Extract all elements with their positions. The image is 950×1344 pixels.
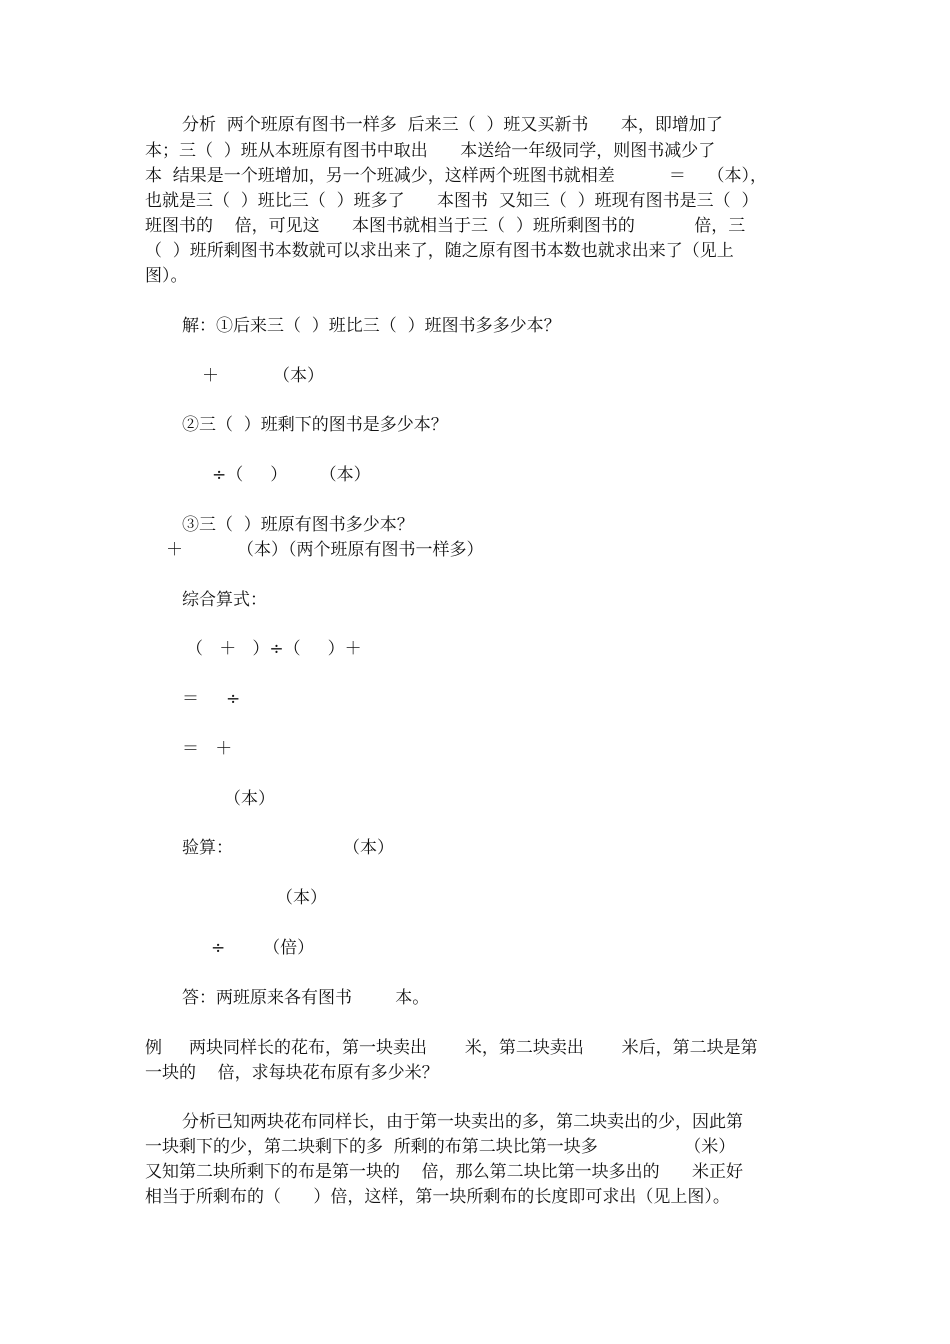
verify-title: 验算： <box>182 838 233 858</box>
solution-step2-formula: ÷（ ） （本） <box>212 465 371 485</box>
solution-step1-formula: ＋ （本） <box>202 366 325 386</box>
combined-line1: （ ＋ ）÷（ ）＋ <box>186 639 362 659</box>
analysis1-line3: 本 结果是一个班增加，另一个班减少，这样两个班图书就相差 ＝ （本）， <box>145 166 767 186</box>
example-line1: 例 两块同样长的花布，第一块卖出 米，第二块卖出 米后，第二块是第 <box>145 1038 758 1058</box>
combined-line4: （本） <box>224 789 275 809</box>
analysis2-line2: 一块剩下的少，第二块剩下的多 所剩的布第二块比第一块多 （米） <box>145 1137 736 1157</box>
analysis1-line7: 图）。 <box>145 266 188 286</box>
analysis2-line4: 相当于所剩布的（ ）倍，这样，第一块所剩布的长度即可求出（见上图）。 <box>145 1187 730 1207</box>
analysis1-line4: 也就是三（ ）班比三（ ）班多了 本图书 又知三（ ）班现有图书是三（ ） <box>145 191 759 211</box>
combined-title: 综合算式： <box>182 590 267 610</box>
combined-line2: ＝ ÷ <box>182 689 241 709</box>
solution-step1: 解：①后来三（ ）班比三（ ）班图书多多少本？ <box>182 316 561 336</box>
verify-line1: （本） <box>343 838 394 858</box>
example-line2: 一块的 倍，求每块花布原有多少米？ <box>145 1063 439 1083</box>
verify-line2: （本） <box>276 888 327 908</box>
analysis1-line6: （ ）班所剩图书本数就可以求出来了，随之原有图书本数也就求出来了（见上 <box>145 241 734 261</box>
solution-step3-formula: ＋ （本）（两个班原有图书一样多） <box>166 540 484 560</box>
verify-line3: ÷ （倍） <box>211 938 315 958</box>
solution-step2: ②三（ ）班剩下的图书是多少本？ <box>182 415 448 435</box>
analysis1-line2: 本；三（ ）班从本班原有图书中取出 本送给一年级同学，则图书减少了 <box>145 141 716 161</box>
answer: 答：两班原来各有图书 本。 <box>182 988 430 1008</box>
analysis2-line1: 分析已知两块花布同样长，由于第一块卖出的多，第二块卖出的少，因此第 <box>182 1112 743 1132</box>
solution-step3: ③三（ ）班原有图书多少本？ <box>182 515 414 535</box>
analysis1-line5: 班图书的 倍，可见这 本图书就相当于三（ ）班所剩图书的 倍，三 <box>145 216 746 236</box>
analysis2-line3: 又知第二块所剩下的布是第一块的 倍，那么第二块比第一块多出的 米正好 <box>145 1162 744 1182</box>
combined-line3: ＝ ＋ <box>182 739 233 759</box>
analysis1-line1: 分析 两个班原有图书一样多 后来三（ ）班又买新书 本，即增加了 <box>182 115 723 135</box>
